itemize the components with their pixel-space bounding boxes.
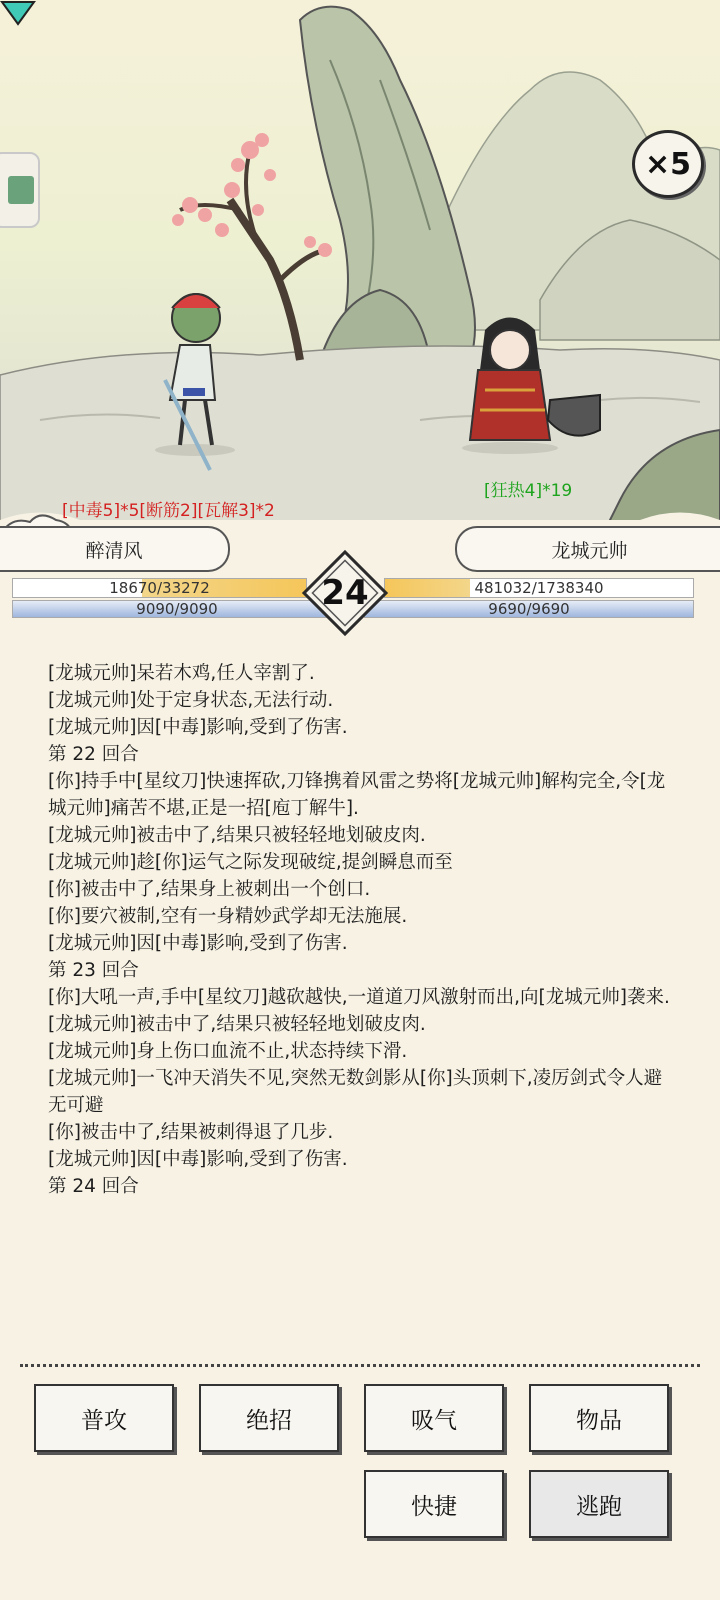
log-line: [龙城元帅]趁[你]运气之际发现破绽,提剑瞬息而至 <box>48 852 453 873</box>
player-mp-bar <box>12 600 342 618</box>
battle-scene <box>0 0 720 540</box>
enemy-name: 龙城元帅 <box>551 539 628 562</box>
player-mp-text: 9090/9090 <box>136 600 218 618</box>
items-button[interactable]: 物品 <box>529 1384 669 1452</box>
enemy-name-banner <box>455 526 720 572</box>
log-line: [你]持手中[星纹刀]快速挥砍,刀锋携着风雷之势将[龙城元帅]解构完全,令[龙城元帅]痛苦不堪,正是一招[庖丁解牛]. <box>48 771 666 819</box>
round-counter-badge <box>300 548 390 638</box>
enemy-hp-bar <box>384 578 694 598</box>
log-line: [你]大吼一声,手中[星纹刀]越砍越快,一道道刀风激射而出,向[龙城元帅]袭来. <box>48 987 670 1008</box>
player-hp-bar <box>12 578 307 598</box>
enemy-hp-text: 481032/1738340 <box>474 579 604 597</box>
log-line: [你]要穴被制,空有一身精妙武学却无法施展. <box>48 906 408 927</box>
log-line: [龙城元帅]处于定身状态,无法行动. <box>48 690 334 711</box>
shortcut-button[interactable]: 快捷 <box>364 1470 504 1538</box>
ultimate-button[interactable]: 绝招 <box>199 1384 339 1452</box>
side-tab-icon <box>8 176 34 204</box>
speed-toggle-button[interactable]: ×5 <box>632 130 704 198</box>
log-line: [龙城元帅]因[中毒]影响,受到了伤害. <box>48 1149 348 1170</box>
player-status-effects: [中毒5]*5[断筋2][瓦解3]*2 <box>62 501 275 521</box>
enemy-status-effects: [狂热4]*19 <box>484 481 573 501</box>
battle-log[interactable] <box>48 660 678 1320</box>
landscape-illustration <box>0 0 720 540</box>
log-line: 第 23 回合 <box>48 960 139 981</box>
player-name: 醉清风 <box>85 539 143 562</box>
absorb-qi-button[interactable]: 吸气 <box>364 1384 504 1452</box>
target-marker-icon <box>0 0 36 26</box>
log-line: [龙城元帅]因[中毒]影响,受到了伤害. <box>48 717 348 738</box>
flee-button[interactable]: 逃跑 <box>529 1470 669 1538</box>
log-divider <box>20 1364 700 1367</box>
log-line: [龙城元帅]因[中毒]影响,受到了伤害. <box>48 933 348 954</box>
log-line: 第 22 回合 <box>48 744 139 765</box>
side-menu-tab[interactable] <box>0 152 40 228</box>
log-line: [你]被击中了,结果身上被刺出一个创口. <box>48 879 371 900</box>
log-line: 第 24 回合 <box>48 1176 139 1197</box>
round-number: 24 <box>321 573 369 613</box>
player-name-banner <box>0 526 230 572</box>
player-hp-text: 18670/33272 <box>109 579 210 597</box>
enemy-mp-text: 9690/9690 <box>488 600 570 618</box>
enemy-mp-bar <box>364 600 694 618</box>
log-line: [龙城元帅]被击中了,结果只被轻轻地划破皮肉. <box>48 825 426 846</box>
log-line: [龙城元帅]身上伤口血流不止,状态持续下滑. <box>48 1041 408 1062</box>
log-line: [龙城元帅]一飞冲天消失不见,突然无数剑影从[你]头顶刺下,凌厉剑式令人避无可避 <box>48 1068 663 1116</box>
log-line: [龙城元帅]呆若木鸡,任人宰割了. <box>48 663 315 684</box>
attack-button[interactable]: 普攻 <box>34 1384 174 1452</box>
log-line: [你]被击中了,结果被刺得退了几步. <box>48 1122 334 1143</box>
log-line: [龙城元帅]被击中了,结果只被轻轻地划破皮肉. <box>48 1014 426 1035</box>
enemy-hp-fill <box>385 579 470 597</box>
